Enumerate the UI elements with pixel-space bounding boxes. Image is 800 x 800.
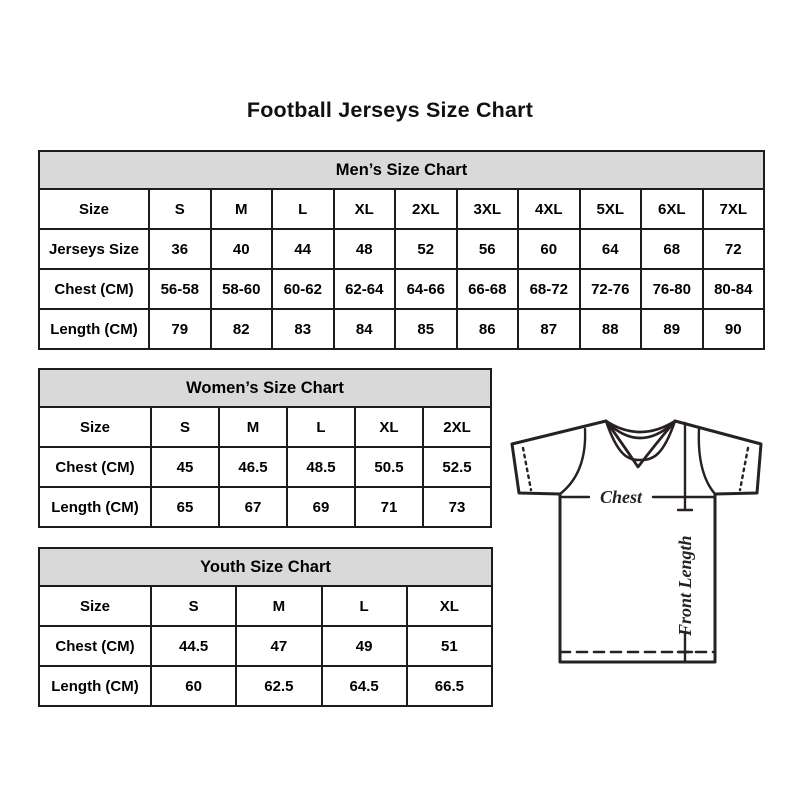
right-armhole-seam xyxy=(699,429,715,494)
chest-label: Chest xyxy=(599,487,643,507)
row-header-cell: Size xyxy=(39,189,149,229)
table-section-title: Women’s Size Chart xyxy=(39,369,491,407)
value-cell: 84 xyxy=(334,309,396,349)
value-cell: 47 xyxy=(236,626,321,666)
value-cell: 44 xyxy=(272,229,334,269)
column-header-cell: 6XL xyxy=(641,189,703,229)
mens-size-chart-table xyxy=(38,150,765,348)
value-cell: 85 xyxy=(395,309,457,349)
value-cell: 60-62 xyxy=(272,269,334,309)
value-cell: 64.5 xyxy=(322,666,407,706)
value-cell: 60 xyxy=(518,229,580,269)
value-cell: 72-76 xyxy=(580,269,642,309)
value-cell: 58-60 xyxy=(211,269,273,309)
column-header-cell: S xyxy=(151,407,219,447)
column-header-cell: S xyxy=(149,189,211,229)
value-cell: 69 xyxy=(287,487,355,527)
row-header-cell: Length (CM) xyxy=(39,309,149,349)
column-header-cell: L xyxy=(272,189,334,229)
row-header-cell: Length (CM) xyxy=(39,666,151,706)
value-cell: 76-80 xyxy=(641,269,703,309)
table-section-title: Men’s Size Chart xyxy=(39,151,764,189)
row-header-cell: Jerseys Size xyxy=(39,229,149,269)
value-cell: 79 xyxy=(149,309,211,349)
table-section-title: Youth Size Chart xyxy=(39,548,492,586)
value-cell: 67 xyxy=(219,487,287,527)
column-header-cell: M xyxy=(211,189,273,229)
value-cell: 48 xyxy=(334,229,396,269)
value-cell: 80-84 xyxy=(703,269,765,309)
jersey-measurement-diagram xyxy=(503,398,768,668)
value-cell: 52 xyxy=(395,229,457,269)
value-cell: 65 xyxy=(151,487,219,527)
womens-size-chart-table xyxy=(38,368,492,526)
value-cell: 88 xyxy=(580,309,642,349)
value-cell: 83 xyxy=(272,309,334,349)
row-header-cell: Size xyxy=(39,586,151,626)
row-header-cell: Chest (CM) xyxy=(39,626,151,666)
row-header-cell: Chest (CM) xyxy=(39,447,151,487)
mens-table xyxy=(38,150,765,350)
column-header-cell: 4XL xyxy=(518,189,580,229)
column-header-cell: M xyxy=(236,586,321,626)
column-header-cell: 5XL xyxy=(580,189,642,229)
value-cell: 36 xyxy=(149,229,211,269)
value-cell: 48.5 xyxy=(287,447,355,487)
value-cell: 71 xyxy=(355,487,423,527)
value-cell: 82 xyxy=(211,309,273,349)
youth-table xyxy=(38,547,493,707)
value-cell: 40 xyxy=(211,229,273,269)
column-header-cell: M xyxy=(219,407,287,447)
column-header-cell: 7XL xyxy=(703,189,765,229)
value-cell: 62.5 xyxy=(236,666,321,706)
right-sleeve-dotted-line xyxy=(740,448,748,490)
value-cell: 89 xyxy=(641,309,703,349)
value-cell: 72 xyxy=(703,229,765,269)
row-header-cell: Chest (CM) xyxy=(39,269,149,309)
jersey-outline xyxy=(512,421,761,662)
value-cell: 90 xyxy=(703,309,765,349)
column-header-cell: L xyxy=(287,407,355,447)
value-cell: 52.5 xyxy=(423,447,491,487)
column-header-cell: 3XL xyxy=(457,189,519,229)
value-cell: 56 xyxy=(457,229,519,269)
value-cell: 62-64 xyxy=(334,269,396,309)
value-cell: 86 xyxy=(457,309,519,349)
value-cell: 73 xyxy=(423,487,491,527)
front-length-label: Front Length xyxy=(675,535,695,636)
value-cell: 49 xyxy=(322,626,407,666)
left-sleeve-dotted-line xyxy=(523,448,531,490)
value-cell: 56-58 xyxy=(149,269,211,309)
column-header-cell: L xyxy=(322,586,407,626)
column-header-cell: XL xyxy=(334,189,396,229)
left-armhole-seam xyxy=(560,429,585,494)
column-header-cell: 2XL xyxy=(423,407,491,447)
column-header-cell: XL xyxy=(355,407,423,447)
youth-size-chart-table xyxy=(38,547,493,705)
womens-table xyxy=(38,368,492,528)
value-cell: 60 xyxy=(151,666,236,706)
column-header-cell: XL xyxy=(407,586,492,626)
column-header-cell: S xyxy=(151,586,236,626)
row-header-cell: Length (CM) xyxy=(39,487,151,527)
value-cell: 68 xyxy=(641,229,703,269)
page-title: Football Jerseys Size Chart xyxy=(246,98,534,122)
column-header-cell: 2XL xyxy=(395,189,457,229)
value-cell: 45 xyxy=(151,447,219,487)
value-cell: 68-72 xyxy=(518,269,580,309)
value-cell: 87 xyxy=(518,309,580,349)
value-cell: 64-66 xyxy=(395,269,457,309)
value-cell: 64 xyxy=(580,229,642,269)
value-cell: 50.5 xyxy=(355,447,423,487)
value-cell: 66.5 xyxy=(407,666,492,706)
row-header-cell: Size xyxy=(39,407,151,447)
value-cell: 46.5 xyxy=(219,447,287,487)
value-cell: 66-68 xyxy=(457,269,519,309)
value-cell: 44.5 xyxy=(151,626,236,666)
value-cell: 51 xyxy=(407,626,492,666)
